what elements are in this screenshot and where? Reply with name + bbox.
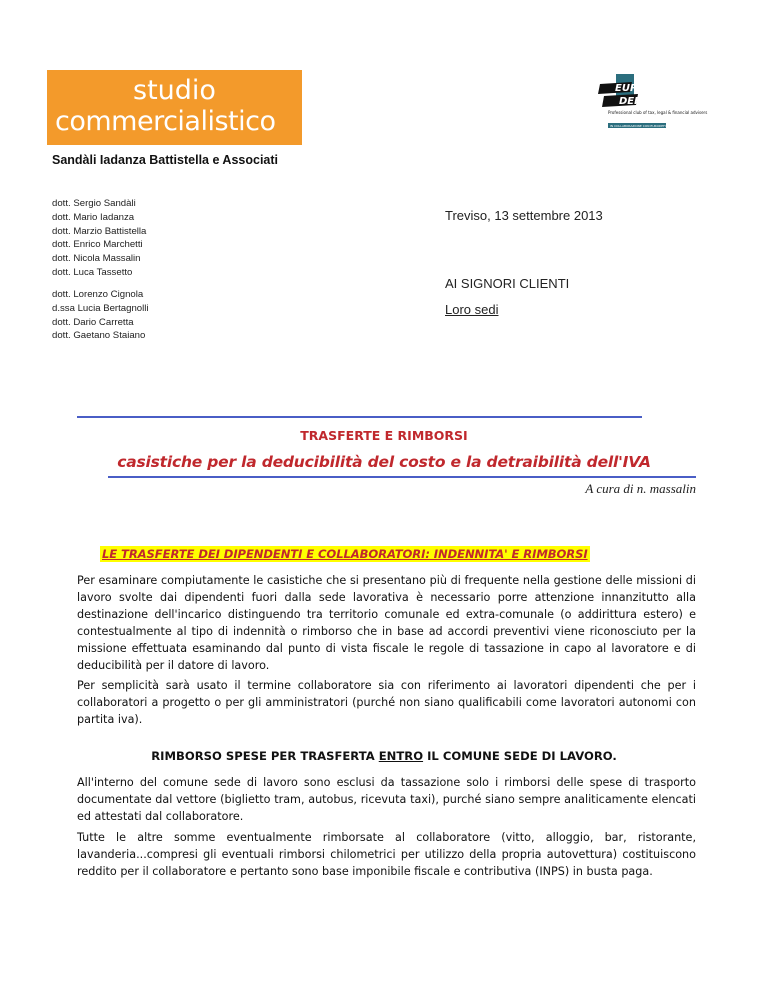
letter-date: Treviso, 13 settembre 2013 — [445, 208, 603, 223]
subheading-pre: RIMBORSO SPESE PER TRASFERTA — [151, 749, 379, 763]
partner-name: dott. Marzio Battistella — [52, 225, 147, 237]
partner-name: d.ssa Lucia Bertagnolli — [52, 302, 149, 314]
firm-name: Sandàli Iadanza Battistella e Associati — [52, 153, 279, 167]
addressee-sub: Loro sedi — [445, 302, 499, 317]
studio-logo — [47, 70, 302, 145]
eurodefi-footer: IN COLLABORAZIONE CON EURODEFI — [610, 124, 666, 128]
partner-name: dott. Luca Tassetto — [52, 266, 133, 278]
subheading — [0, 749, 768, 763]
paragraph-3: All'interno del comune sede di lavoro sono esclusi da tassazione solo i rimborsi delle spese di trasporto documentate dal vettore (biglietto tram, autobus, ricevuta taxi), purché siano sempre analiticamente elencati ed attestati dal collaboratore. — [77, 776, 696, 823]
partners-list-b — [52, 288, 149, 343]
title-rule-bottom — [108, 476, 696, 478]
logo-line-2: commercialistico — [55, 106, 276, 137]
eurodefi-top-text: EURO — [615, 83, 647, 94]
paragraph-2: Per semplicità sarà usato il termine collaboratore sia con riferimento ai lavoratori dipendenti che per i collaboratori a progetto o per gli amministratori (purché non siano qualificabili come lavoratori autonomi con partita iva). — [77, 679, 696, 726]
partner-name: dott. Mario Iadanza — [52, 211, 135, 223]
partner-name: dott. Enrico Marchetti — [52, 239, 143, 251]
eurodefi-logo-icon — [594, 72, 708, 134]
paragraph-4: Tutte le altre somme eventualmente rimborsate al collaboratore (vitto, alloggio, bar, ristorante, lavanderia...compresi gli eventuali rimborsi chilometrici per utilizzo della propria autovettura) costituiscono reddito per il collaboratore e pertanto sono base imponibile fiscale e contributiva (INPS) in busta paga. — [77, 831, 696, 878]
logo-line-1: studio — [133, 75, 216, 106]
paragraph-1: Per esaminare compiutamente le casistiche che si presentano più di frequente nella gestione delle missioni di lavoro svolte dai dipendenti fuori dalla sede lavorativa è necessario porre attenzione innanzitutto alla destinazione dell'incarico distinguendo tra territorio comunale ed extra-comunale (o addirittura estero) e contestualmente al tipo di indennità o rimborso che in base ad accordi preventivi viene riconosciuto per la missione effettuata esaminando dal punto di vista fiscale le regole di tassazione in capo al lavoratore e di deducibilità per il datore di lavoro. — [77, 574, 696, 672]
document-author: A cura di n. massalin — [585, 481, 696, 496]
partner-name: dott. Gaetano Staiano — [52, 330, 146, 342]
subheading-post: IL COMUNE SEDE DI LAVORO. — [423, 749, 617, 763]
subheading-emphasis: ENTRO — [378, 749, 424, 763]
eurodefi-tagline: Professional club of tax, legal & financial advisers — [608, 110, 708, 115]
addressee: AI SIGNORI CLIENTI — [445, 276, 570, 291]
partners-list-a — [52, 197, 146, 280]
partner-name: dott. Nicola Massalin — [52, 253, 141, 265]
partner-name: dott. Lorenzo Cignola — [52, 289, 144, 300]
partner-name: dott. Dario Carretta — [52, 316, 134, 328]
partner-name: dott. Sergio Sandàli — [52, 198, 136, 209]
eurodefi-bottom-text: DEFI — [619, 96, 645, 107]
section-heading: LE TRASFERTE DEI DIPENDENTI E COLLABORATORI: INDENNITA' E RIMBORSI — [102, 547, 588, 561]
document-title: TRASFERTE E RIMBORSI — [300, 428, 468, 443]
title-rule-top — [77, 416, 642, 418]
eurodefi-logo — [594, 72, 708, 134]
document-subtitle: casistiche per la deducibilità del costo e la detraibilità dell'IVA — [117, 453, 651, 471]
